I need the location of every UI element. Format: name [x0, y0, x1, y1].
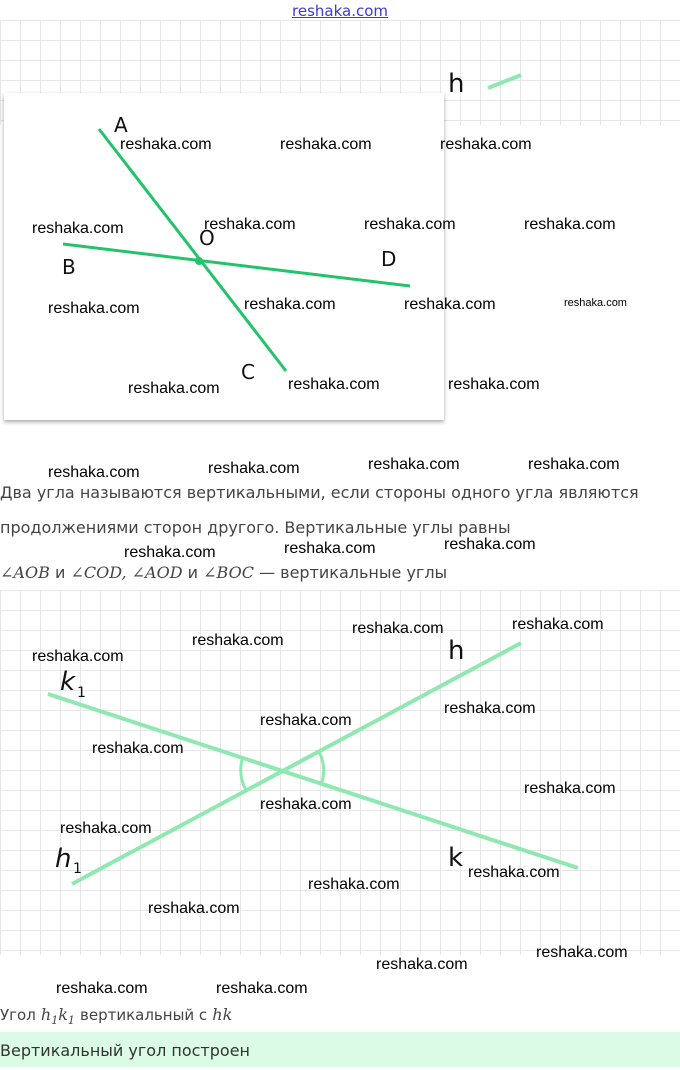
angle-cod-aod: ∠COD, ∠AOD	[70, 563, 183, 582]
label-c: C	[241, 360, 255, 384]
watermark: reshaka.com	[528, 456, 620, 473]
site-link[interactable]: reshaka.com	[292, 2, 388, 20]
watermark: reshaka.com	[260, 796, 352, 813]
watermark: reshaka.com	[32, 220, 124, 237]
watermark: reshaka.com	[448, 376, 540, 393]
angle-arc-right	[318, 750, 324, 782]
watermark: reshaka.com	[56, 980, 148, 997]
caption	[0, 1005, 232, 1027]
definition-suffix: — вертикальные углы	[259, 563, 448, 582]
watermark: reshaka.com	[444, 700, 536, 717]
caption-middle: вертикальный с	[80, 1006, 208, 1024]
label-h1-sub: 1	[73, 861, 82, 877]
watermark: reshaka.com	[48, 300, 140, 317]
status-bar: Вертикальный угол построен	[0, 1032, 680, 1067]
watermark: reshaka.com	[284, 540, 376, 557]
definition-line-1: Два угла называются вертикальными, если стороны одного угла являются	[0, 483, 639, 502]
watermark: reshaka.com	[524, 780, 616, 797]
watermark: reshaka.com	[120, 136, 212, 153]
watermark: reshaka.com	[288, 376, 380, 393]
caption-angle-a: $h_1k_1$	[40, 1005, 75, 1028]
watermark: reshaka.com	[148, 900, 240, 917]
caption-angle-b: hk	[212, 1005, 233, 1024]
watermark: reshaka.com	[208, 460, 300, 477]
watermark: reshaka.com	[352, 620, 444, 637]
label-a: A	[114, 113, 128, 137]
watermark: reshaka.com	[368, 456, 460, 473]
watermark: reshaka.com	[512, 616, 604, 633]
watermark: reshaka.com	[48, 464, 140, 481]
label-h1: h	[55, 844, 72, 874]
watermark: reshaka.com	[404, 296, 496, 313]
watermark: reshaka.com	[260, 712, 352, 729]
definition-line-2: продолжениями сторон другого. Вертикальные углы равны	[0, 518, 511, 537]
label-o: O	[199, 226, 215, 250]
angle-arc-left	[241, 757, 246, 790]
watermark: reshaka.com	[468, 864, 560, 881]
watermark: reshaka.com	[364, 216, 456, 233]
watermark: reshaka.com	[216, 980, 308, 997]
watermark: reshaka.com	[92, 740, 184, 757]
watermark: reshaka.com	[280, 136, 372, 153]
watermark: reshaka.com	[244, 296, 336, 313]
watermark: reshaka.com	[524, 216, 616, 233]
label-k1-sub: 1	[77, 685, 86, 701]
label-k1: k	[60, 667, 76, 697]
peek-label-h: h	[448, 69, 465, 99]
watermark: reshaka.com	[192, 632, 284, 649]
watermark: reshaka.com	[564, 297, 627, 309]
label-h: h	[448, 636, 465, 666]
label-b: B	[62, 255, 76, 279]
watermark: reshaka.com	[308, 876, 400, 893]
watermark: reshaka.com	[440, 136, 532, 153]
watermark: reshaka.com	[536, 944, 628, 961]
angle-aob: ∠AOB	[0, 563, 50, 582]
watermark: reshaka.com	[376, 956, 468, 973]
conj-1: и	[54, 563, 66, 582]
watermark: reshaka.com	[204, 216, 296, 233]
angle-boc: ∠BOC	[203, 563, 254, 582]
watermark: reshaka.com	[32, 648, 124, 665]
watermark: reshaka.com	[60, 820, 152, 837]
caption-prefix: Угол	[0, 1006, 36, 1024]
watermark: reshaka.com	[128, 380, 220, 397]
conj-2: и	[187, 563, 199, 582]
label-k: k	[448, 843, 464, 873]
watermark: reshaka.com	[124, 544, 216, 561]
watermark: reshaka.com	[444, 536, 536, 553]
label-d: D	[381, 247, 397, 271]
